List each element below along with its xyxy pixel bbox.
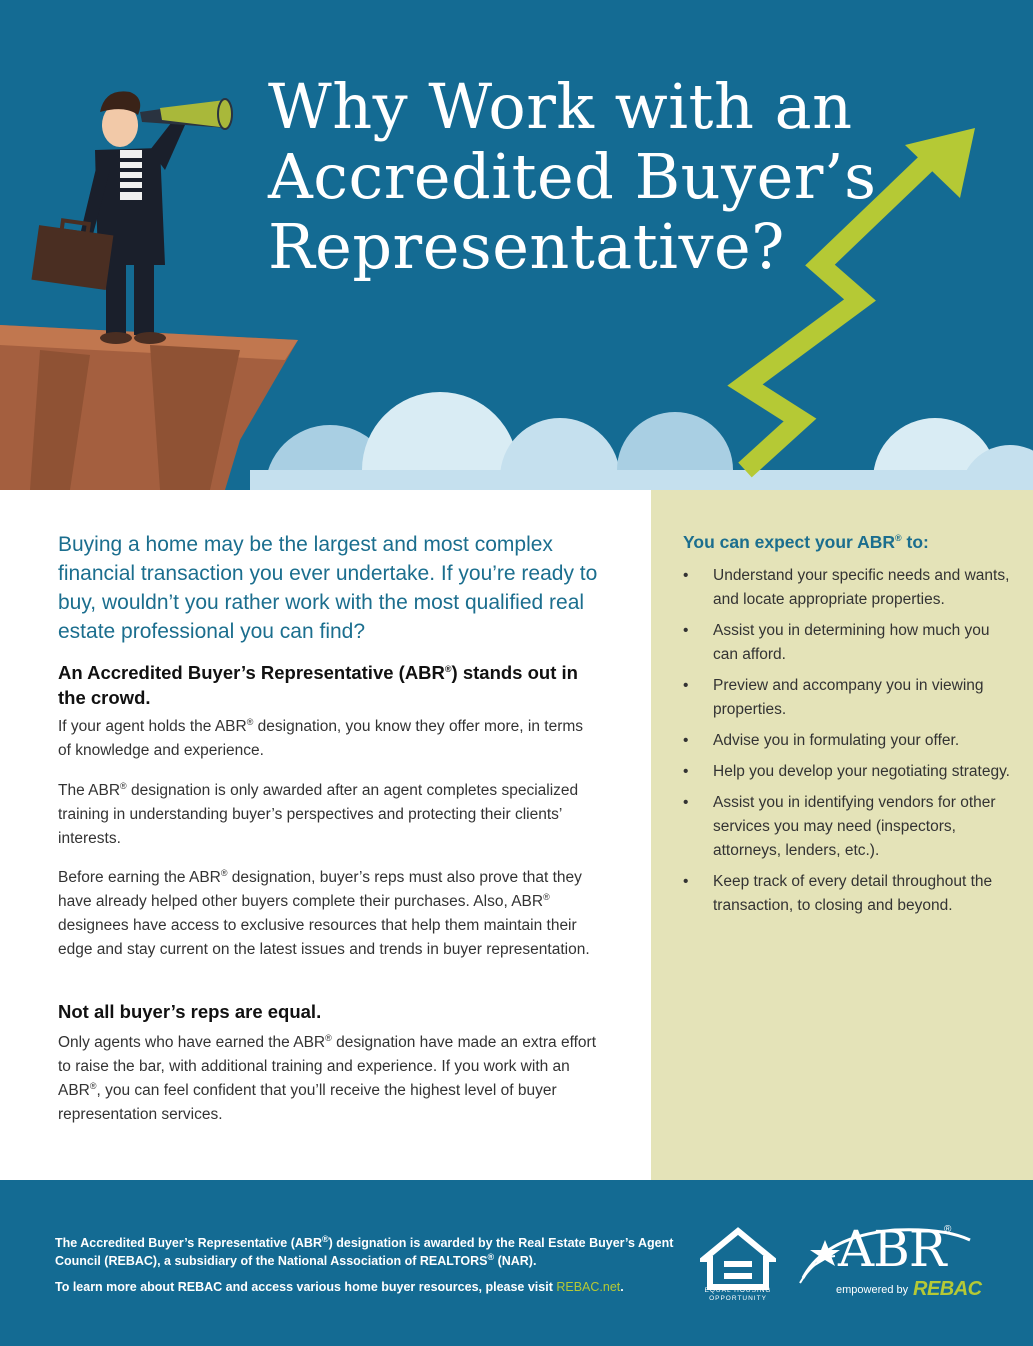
bullet-icon: • [683,567,689,584]
paragraph-knowledge [58,715,598,763]
text: If your agent holds the ABR [58,718,247,735]
list-item-text: Help you develop your negotiating strategy. [713,763,1010,780]
text: designation, buyer’s reps must also prove that they have already helped other buyers complete their purchases. Also, ABR [58,869,582,910]
title-line-3: Representative? [268,210,785,283]
text: ) designation is awarded by the Real Estate Buyer’s Agent Council (REBAC), a subsidiary of the National Association of REALTORS [55,1236,674,1268]
text: To learn more about REBAC and access various home buyer resources, please visit [55,1280,557,1294]
bullet-icon: • [683,732,689,749]
text: , you can feel confident that you’ll receive the highest level of buyer representation services. [58,1082,557,1123]
text: designation is only awarded after an agent completes specialized training in understanding buyer’s perspectives and protecting their clients’ interests. [58,782,579,847]
registered-mark: ® [220,867,228,878]
registered-mark: ® [444,663,452,674]
abr-wordmark: ABR [838,1220,946,1278]
text: Before earning the ABR [58,869,221,886]
registered-mark: ® [325,1032,332,1043]
title-line-1: Why Work with an [268,70,853,143]
main-content [0,490,651,1180]
text: to: [901,532,929,552]
sidebar-heading [683,532,929,553]
empowered-by-label: empowered by [836,1284,909,1296]
footer-description [55,1234,695,1270]
text: designees have access to exclusive resources that help them maintain their edge and stay current on the latest issues and trends in buyer representation. [58,917,590,958]
registered-mark: ® [487,1251,495,1262]
heading-text: An Accredited Buyer’s Representative (ABR [58,662,445,683]
bullet-icon: • [683,794,689,811]
section-heading-stands-out [58,660,598,710]
paragraph-experience [58,866,598,962]
text: . [620,1280,624,1294]
heading-text: ) stands out in the crowd. [58,662,578,708]
hero-banner [0,0,1033,490]
text: The Accredited Buyer’s Representative (ABR [55,1236,322,1250]
bullet-icon: • [683,677,689,694]
footer-learn-more [55,1280,695,1294]
expectations-list [683,564,1018,925]
list-item [683,674,1018,722]
bullet-icon: • [683,763,689,780]
section-heading-not-equal: Not all buyer’s reps are equal. [58,1001,322,1022]
list-item [683,619,1018,667]
list-item-text: Keep track of every detail throughout the transaction, to closing and beyond. [713,873,993,914]
list-item [683,760,1018,784]
list-item [683,791,1018,863]
registered-mark: ® [944,1224,952,1235]
expectations-sidebar [651,490,1033,1180]
footer [0,1180,1033,1346]
registered-mark: ® [246,716,254,727]
rebac-link[interactable]: REBAC.net [556,1280,621,1294]
cliff [0,325,298,490]
list-item [683,729,1018,753]
page-title [268,72,988,282]
list-item [683,564,1018,612]
list-item-text: Understand your specific needs and wants, and locate appropriate properties. [713,567,1010,608]
list-item-text: Assist you in determining how much you can afford. [713,622,990,663]
businessman-with-telescope-icon [31,91,232,344]
list-item [683,870,1018,918]
registered-mark: ® [120,780,127,791]
text: designation have made an extra effort to raise the bar, with additional training and experience. If you work with an ABR [58,1034,597,1099]
registered-mark: ® [321,1233,329,1244]
registered-mark: ® [895,533,902,544]
list-item-text: Preview and accompany you in viewing properties. [713,677,984,718]
paragraph-raise-the-bar [58,1031,598,1127]
registered-mark: ® [543,891,550,902]
intro-paragraph: Buying a home may be the largest and most complex financial transaction you ever undertake. If you’re ready to buy, wouldn’t you rather work with the most qualified real estate professional you can find? [58,533,598,643]
equal-housing-label: EQUAL HOUSING OPPORTUNITY [704,1287,772,1302]
rebac-wordmark: REBAC [913,1278,982,1300]
text: designation, you know they offer more, in terms of knowledge and experience. [58,718,584,759]
text: Only agents who have earned the ABR [58,1034,326,1051]
bullet-icon: • [683,622,689,639]
text: (NAR). [494,1254,537,1268]
text: You can expect your ABR [683,532,895,552]
clouds [250,392,1033,490]
paragraph-training [58,779,598,851]
list-item-text: Assist you in identifying vendors for other services you may need (inspectors, attorneys, lenders, etc.). [713,794,996,859]
registered-mark: ® [89,1080,97,1091]
text: The ABR [58,782,121,799]
bullet-icon: • [683,873,689,890]
title-line-2: Accredited Buyer’s [268,140,877,213]
list-item-text: Advise you in formulating your offer. [713,732,960,749]
